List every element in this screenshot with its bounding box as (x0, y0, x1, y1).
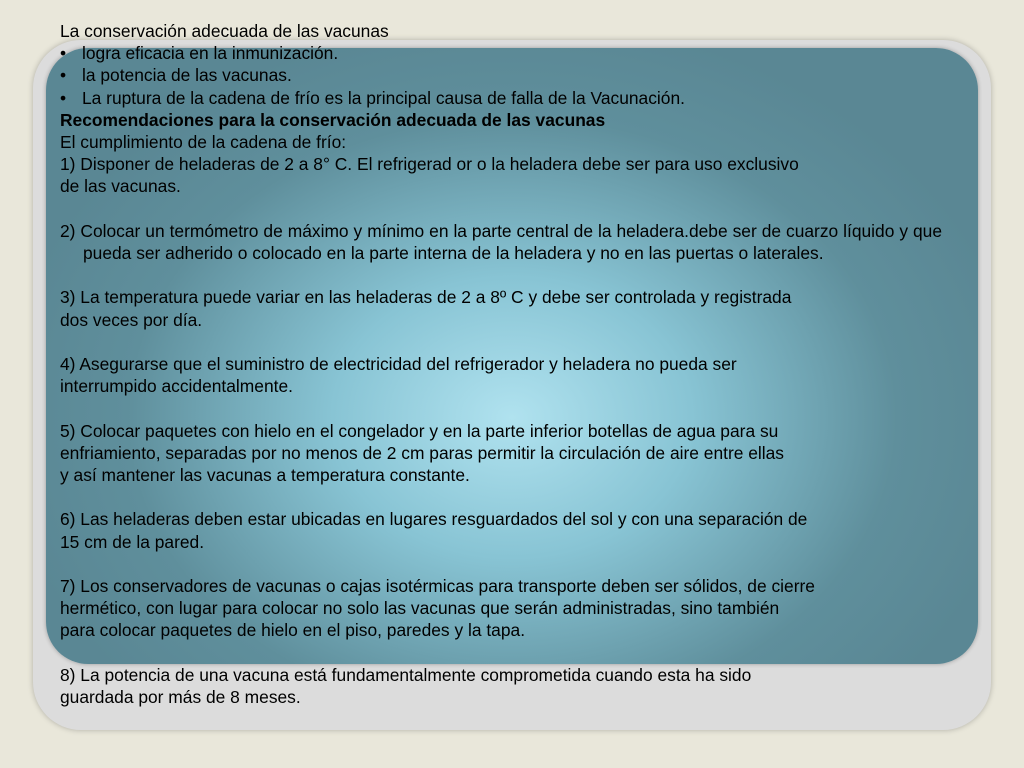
item-1-line: 1) Disponer de heladeras de 2 a 8° C. El refrigerad or o la heladera debe ser para uso exclusivo (60, 154, 799, 175)
item-6-line: 6) Las heladeras deben estar ubicadas en lugares resguardados del sol y con una separación de (60, 509, 808, 530)
item-8-line: guardada por más de 8 meses. (60, 686, 301, 707)
item-4-line: interrumpido accidentalmente. (60, 376, 293, 397)
item-5-line: y así mantener las vacunas a temperatura constante. (60, 465, 470, 485)
item-5-line: 5) Colocar paquetes con hielo en el congelador y en la parte inferior botellas de agua para su (60, 420, 779, 441)
bullet-item: • La ruptura de la cadena de frío es la principal causa de falla de la Vacunación. (60, 87, 942, 109)
heading: La conservación adecuada de las vacunas (60, 21, 389, 41)
item-5-line: enfriamiento, separadas por no menos de 2 cm paras permitir la circulación de aire entre ellas (60, 442, 785, 463)
item-7-line: para colocar paquetes de hielo en el piso, paredes y la tapa. (60, 620, 526, 641)
item-2-text: 2) Colocar un termómetro de máximo y mínimo en la parte central de la heladera.debe ser de cuarzo líquido y que pueda ser adherido o colocado en la parte interna de la heladera y no en las puertas o laterales. (60, 220, 942, 264)
bullet-item: • la potencia de las vacunas. (60, 64, 942, 86)
spacer (60, 198, 942, 220)
item-4-line: 4) Asegurarse que el suministro de electricidad del refrigerador y heladera no pueda ser (60, 354, 737, 374)
item-8-line: 8) La potencia de una vacuna está fundamentalmente comprometida cuando esta ha sido (60, 664, 752, 685)
item-7-line: 7) Los conservadores de vacunas o cajas isotérmicas para transporte deben ser sólidos, de cierre (60, 575, 815, 596)
item-3-line: 3) La temperatura puede variar en las heladeras de 2 a 8º C y debe ser controlada y registrada (60, 287, 792, 308)
spacer (60, 486, 942, 508)
item-1-line: de las vacunas. (60, 176, 181, 197)
slide-text (60, 20, 942, 708)
recommendations-title: Recomendaciones para la conservación adecuada de las vacunas (60, 109, 606, 130)
spacer (60, 331, 942, 353)
item-7-line: hermético, con lugar para colocar no solo las vacunas que serán administradas, sino también (60, 598, 780, 619)
spacer (60, 397, 942, 419)
bullet-item: • logra eficacia en la inmunización. (60, 42, 942, 64)
spacer (60, 642, 942, 664)
item-6-line: 15 cm de la pared. (60, 531, 205, 552)
spacer (60, 264, 942, 286)
item-3-line: dos veces por día. (60, 309, 203, 330)
intro-text: El cumplimiento de la cadena de frío: (60, 132, 347, 153)
spacer (60, 553, 942, 575)
